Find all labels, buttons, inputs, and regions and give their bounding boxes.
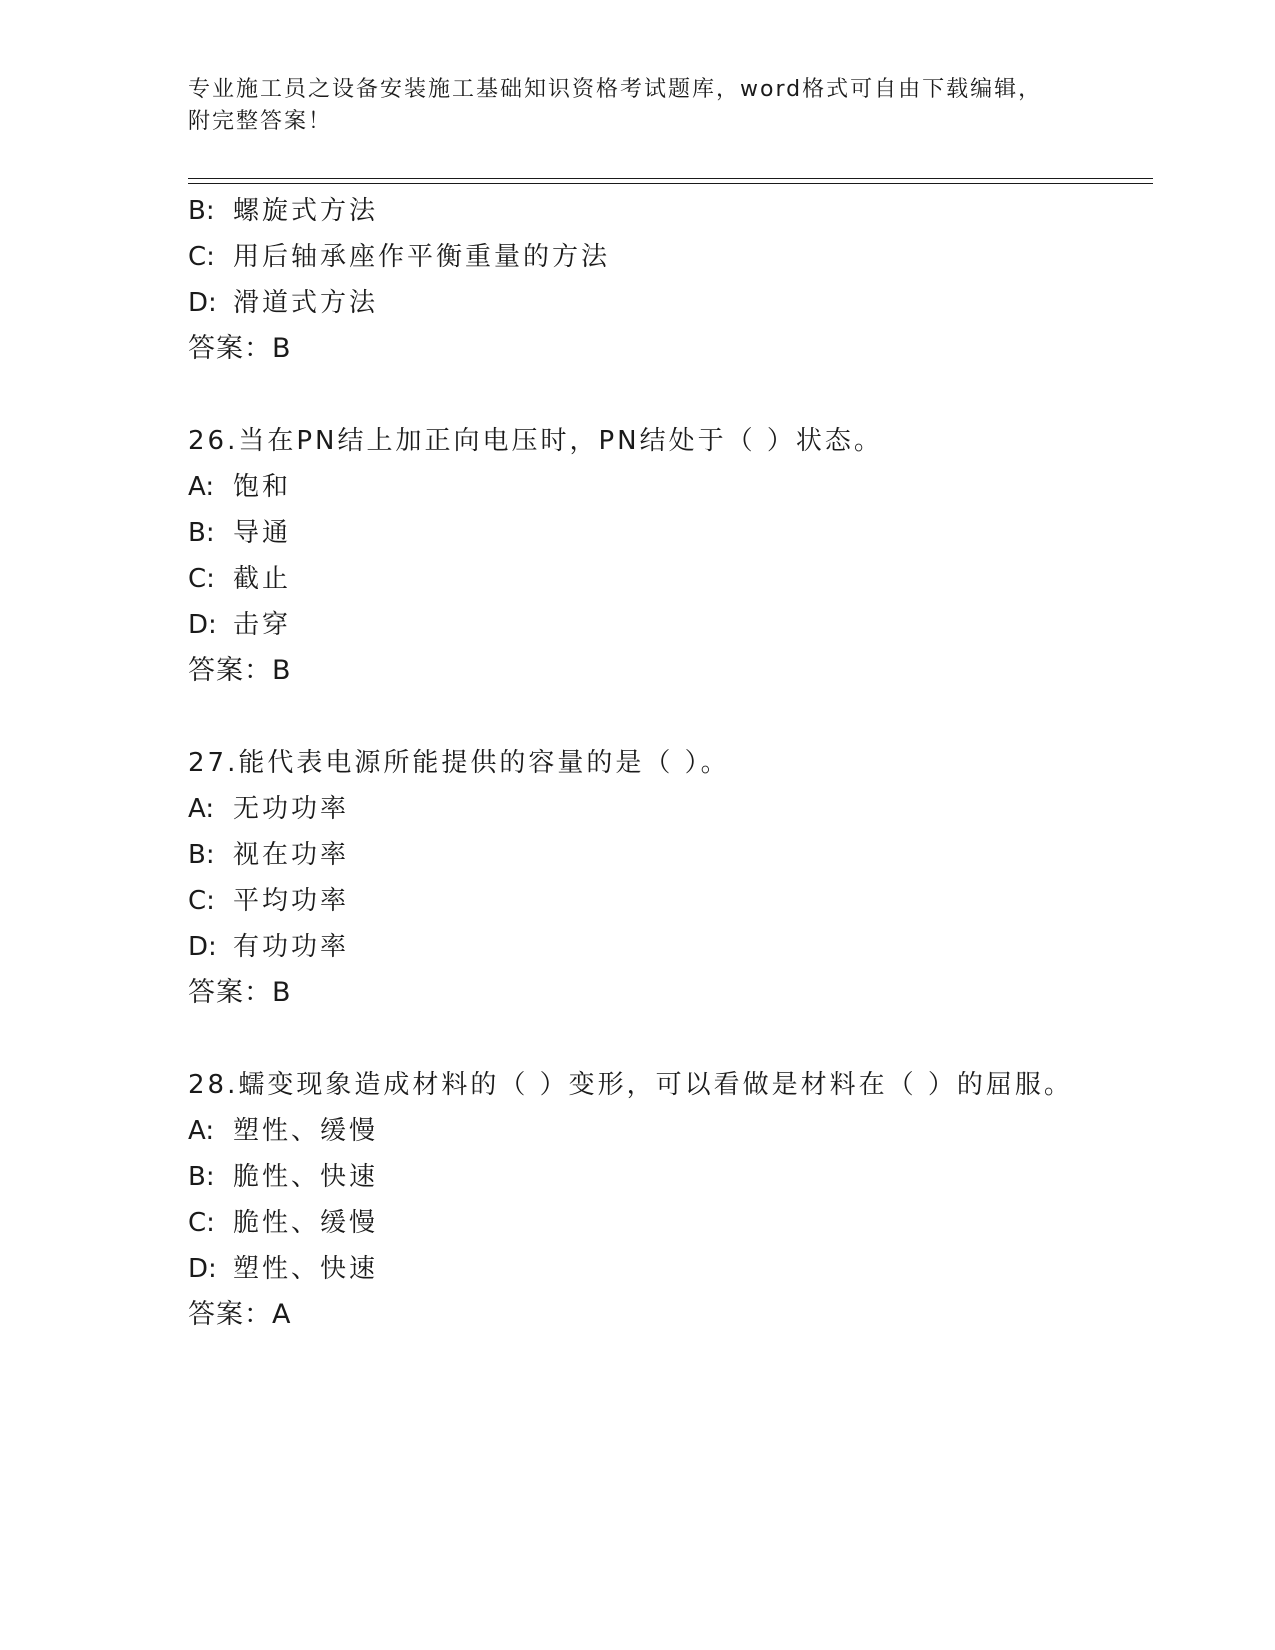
option-letter: A: bbox=[188, 1116, 215, 1146]
option-letter: D: bbox=[188, 1254, 217, 1284]
option-b bbox=[188, 832, 1153, 878]
option-text: 塑性、缓慢 bbox=[233, 1116, 379, 1146]
option-c bbox=[188, 878, 1153, 924]
spacer bbox=[188, 372, 1153, 418]
option-letter: C: bbox=[188, 564, 215, 594]
option-b bbox=[188, 188, 1153, 234]
option-b bbox=[188, 1154, 1153, 1200]
option-c bbox=[188, 556, 1153, 602]
option-text: 脆性、快速 bbox=[233, 1162, 379, 1192]
option-a bbox=[188, 464, 1153, 510]
option-d bbox=[188, 602, 1153, 648]
question-fragment bbox=[188, 188, 1153, 372]
question-27 bbox=[188, 740, 1153, 1016]
option-text: 视在功率 bbox=[233, 840, 350, 870]
option-text: 有功功率 bbox=[233, 932, 350, 962]
option-text: 脆性、缓慢 bbox=[233, 1208, 379, 1238]
option-a bbox=[188, 1108, 1153, 1154]
option-letter: C: bbox=[188, 242, 215, 272]
option-text: 导通 bbox=[233, 518, 292, 548]
header-line-1: 专业施工员之设备安装施工基础知识资格考试题库，word格式可自由下载编辑， bbox=[188, 77, 1043, 102]
option-text: 无功功率 bbox=[233, 794, 350, 824]
question-stem: 26.当在PN结上加正向电压时，PN结处于（ ）状态。 bbox=[188, 426, 883, 456]
question-list bbox=[188, 188, 1153, 1338]
spacer bbox=[188, 1016, 1153, 1062]
option-letter: D: bbox=[188, 610, 217, 640]
option-d bbox=[188, 924, 1153, 970]
answer-line: 答案：B bbox=[188, 977, 292, 1008]
answer-line: 答案：B bbox=[188, 333, 292, 364]
question-28 bbox=[188, 1062, 1153, 1338]
option-letter: B: bbox=[188, 1162, 215, 1192]
answer-line: 答案：B bbox=[188, 655, 292, 686]
option-letter: C: bbox=[188, 1208, 215, 1238]
answer-line: 答案：A bbox=[188, 1299, 292, 1330]
option-letter: D: bbox=[188, 288, 217, 318]
option-letter: B: bbox=[188, 518, 215, 548]
document-header bbox=[188, 74, 1068, 138]
option-text: 塑性、快速 bbox=[233, 1254, 379, 1284]
option-letter: D: bbox=[188, 932, 217, 962]
option-text: 饱和 bbox=[233, 472, 292, 502]
question-stem: 28.蠕变现象造成材料的（ ）变形，可以看做是材料在（ ）的屈服。 bbox=[188, 1070, 1073, 1100]
option-letter: A: bbox=[188, 794, 215, 824]
option-text: 滑道式方法 bbox=[233, 288, 379, 318]
option-b bbox=[188, 510, 1153, 556]
option-c bbox=[188, 1200, 1153, 1246]
option-text: 截止 bbox=[233, 564, 292, 594]
question-stem: 27.能代表电源所能提供的容量的是（ ）。 bbox=[188, 748, 730, 778]
option-a bbox=[188, 786, 1153, 832]
option-c bbox=[188, 234, 1153, 280]
question-26 bbox=[188, 418, 1153, 694]
option-letter: A: bbox=[188, 472, 215, 502]
option-letter: B: bbox=[188, 840, 215, 870]
option-text: 平均功率 bbox=[233, 886, 350, 916]
option-letter: B: bbox=[188, 196, 215, 226]
option-d bbox=[188, 280, 1153, 326]
option-text: 用后轴承座作平衡重量的方法 bbox=[233, 242, 611, 272]
header-divider-top bbox=[188, 178, 1153, 179]
header-divider-bottom bbox=[188, 183, 1153, 184]
header-line-2: 附完整答案！ bbox=[188, 109, 333, 134]
option-letter: C: bbox=[188, 886, 215, 916]
option-d bbox=[188, 1246, 1153, 1292]
option-text: 螺旋式方法 bbox=[233, 196, 379, 226]
option-text: 击穿 bbox=[233, 610, 292, 640]
spacer bbox=[188, 694, 1153, 740]
